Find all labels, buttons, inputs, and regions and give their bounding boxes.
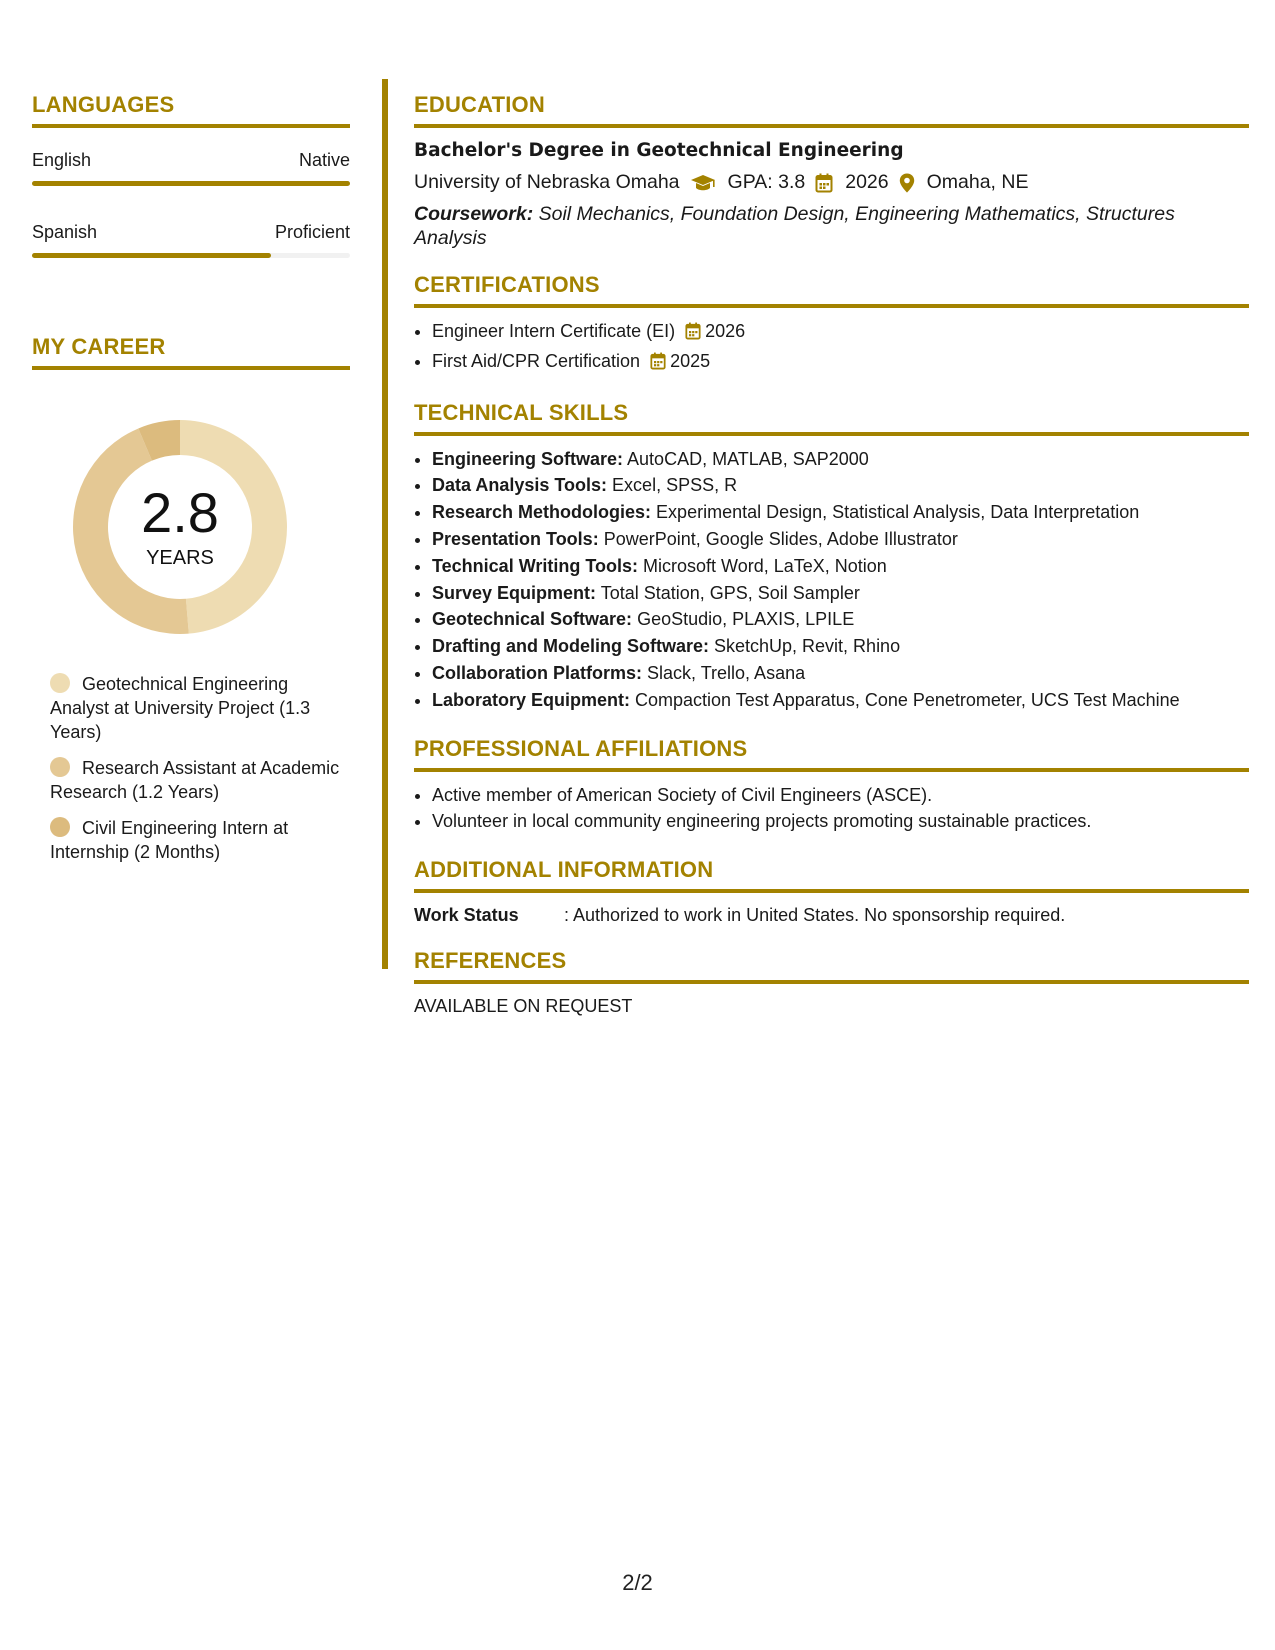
calendar-icon xyxy=(650,351,666,378)
skill-value: AutoCAD, MATLAB, SAP2000 xyxy=(623,448,869,469)
career-donut-chart xyxy=(65,412,295,642)
additional-info-section xyxy=(414,857,1249,926)
skill-value: GeoStudio, PLAXIS, LPILE xyxy=(632,609,855,630)
skill-label: Drafting and Modeling Software: xyxy=(432,636,709,657)
skill-item xyxy=(432,472,1249,499)
skill-item xyxy=(432,580,1249,607)
language-level: Proficient xyxy=(274,222,350,242)
education-section xyxy=(414,92,1249,250)
affiliations-title: PROFESSIONAL AFFILIATIONS xyxy=(414,736,1249,772)
legend-label: Research Assistant at Academic Research (1.2 Years) xyxy=(50,758,340,802)
work-status-label: Work Status xyxy=(414,905,519,926)
technical-skills-title: TECHNICAL SKILLS xyxy=(414,400,1249,436)
skill-value: Compaction Test Apparatus, Cone Penetrometer, UCS Test Machine xyxy=(630,689,1180,710)
references-title: REFERENCES xyxy=(414,948,1249,984)
certifications-title: CERTIFICATIONS xyxy=(414,272,1249,308)
legend-item xyxy=(50,816,350,864)
career-total: 2.8 xyxy=(141,480,219,544)
skill-label: Presentation Tools: xyxy=(432,528,599,549)
certification-item xyxy=(432,348,1249,378)
skill-label: Laboratory Equipment: xyxy=(432,689,631,710)
languages-title: LANGUAGES xyxy=(32,92,350,128)
certification-name: First Aid/CPR Certification xyxy=(432,350,641,371)
certification-year: 2026 xyxy=(705,321,746,341)
skill-item xyxy=(432,687,1249,714)
skill-item xyxy=(432,660,1249,687)
calendar-icon xyxy=(815,173,833,193)
language-bar xyxy=(32,181,350,186)
language-level: Native xyxy=(298,150,350,170)
career-legend xyxy=(50,672,350,864)
page-number: 2/2 xyxy=(622,1570,653,1595)
skill-value: Excel, SPSS, R xyxy=(607,475,738,496)
work-status-row xyxy=(414,905,1249,926)
legend-label: Geotechnical Engineering Analyst at University Project (1.3 Years) xyxy=(50,674,311,742)
language-spanish xyxy=(32,222,350,258)
certifications-section xyxy=(414,272,1249,378)
column-divider xyxy=(382,79,388,969)
affiliation-item: • Active member of American Society of Civil Engineers (ASCE). xyxy=(432,782,1249,809)
legend-item xyxy=(50,672,350,744)
language-name: English xyxy=(32,150,92,170)
skill-item xyxy=(432,606,1249,633)
skill-label: Collaboration Platforms: xyxy=(432,662,643,683)
certification-name: Engineer Intern Certificate (EI) xyxy=(432,321,676,341)
skill-value: SketchUp, Revit, Rhino xyxy=(709,636,901,657)
skill-label: Technical Writing Tools: xyxy=(432,555,639,576)
language-bar xyxy=(32,253,350,258)
affiliations-section xyxy=(414,736,1249,836)
career-title: MY CAREER xyxy=(32,334,350,370)
graduation-year: 2026 xyxy=(845,171,889,193)
technical-skills-section xyxy=(414,400,1249,714)
language-english xyxy=(32,150,350,186)
legend-label: Civil Engineering Intern at Internship (2 Months) xyxy=(50,818,289,862)
skill-item xyxy=(432,526,1249,553)
skill-label: Engineering Software: xyxy=(432,448,624,469)
left-column xyxy=(32,92,350,876)
references-section xyxy=(414,948,1249,1017)
degree-title: Bachelor's Degree in Geotechnical Engineering xyxy=(414,140,904,161)
skill-value: Microsoft Word, LaTeX, Notion xyxy=(638,555,887,576)
language-bar-fill xyxy=(32,181,350,186)
affiliation-item: • Volunteer in local community engineering projects promoting sustainable practices. xyxy=(432,808,1249,835)
skill-item xyxy=(432,553,1249,580)
skill-label: Geotechnical Software: xyxy=(432,609,633,630)
legend-dot-icon xyxy=(50,673,70,693)
legend-item xyxy=(50,756,350,804)
career-section xyxy=(32,334,350,864)
career-unit: YEARS xyxy=(146,546,214,569)
skill-value: Slack, Trello, Asana xyxy=(642,662,806,683)
school-location: Omaha, NE xyxy=(926,171,1029,193)
education-title: EDUCATION xyxy=(414,92,1249,128)
right-column xyxy=(414,92,1249,1017)
skill-item xyxy=(432,633,1249,660)
skill-value: Experimental Design, Statistical Analysis, Data Interpretation xyxy=(651,502,1140,523)
coursework-list: Soil Mechanics, Foundation Design, Engineering Mathematics, Structures Analysis xyxy=(414,203,1175,249)
skill-value: PowerPoint, Google Slides, Adobe Illustrator xyxy=(598,528,958,549)
coursework xyxy=(414,202,1249,250)
legend-dot-icon xyxy=(50,757,70,777)
skill-value: Total Station, GPS, Soil Sampler xyxy=(596,582,860,603)
certification-year: 2025 xyxy=(670,350,711,371)
gpa: GPA: 3.8 xyxy=(727,171,806,193)
additional-info-title: ADDITIONAL INFORMATION xyxy=(414,857,1249,893)
skill-label: Data Analysis Tools: xyxy=(432,475,608,496)
skill-item xyxy=(432,499,1249,526)
graduation-cap-icon xyxy=(690,173,716,193)
education-details xyxy=(414,171,1249,194)
work-status-value: : Authorized to work in United States. No sponsorship required. xyxy=(564,905,1066,926)
legend-dot-icon xyxy=(50,817,70,837)
certification-item xyxy=(432,318,1249,348)
skill-item xyxy=(432,446,1249,473)
references-text: AVAILABLE ON REQUEST xyxy=(414,996,633,1017)
language-name: Spanish xyxy=(32,222,98,242)
skill-label: Survey Equipment: xyxy=(432,582,597,603)
coursework-label: Coursework: xyxy=(414,203,534,225)
skill-label: Research Methodologies: xyxy=(432,502,652,523)
location-pin-icon xyxy=(899,173,915,193)
school-name: University of Nebraska Omaha xyxy=(414,171,680,193)
calendar-icon xyxy=(685,321,701,348)
language-bar-fill xyxy=(32,253,271,258)
